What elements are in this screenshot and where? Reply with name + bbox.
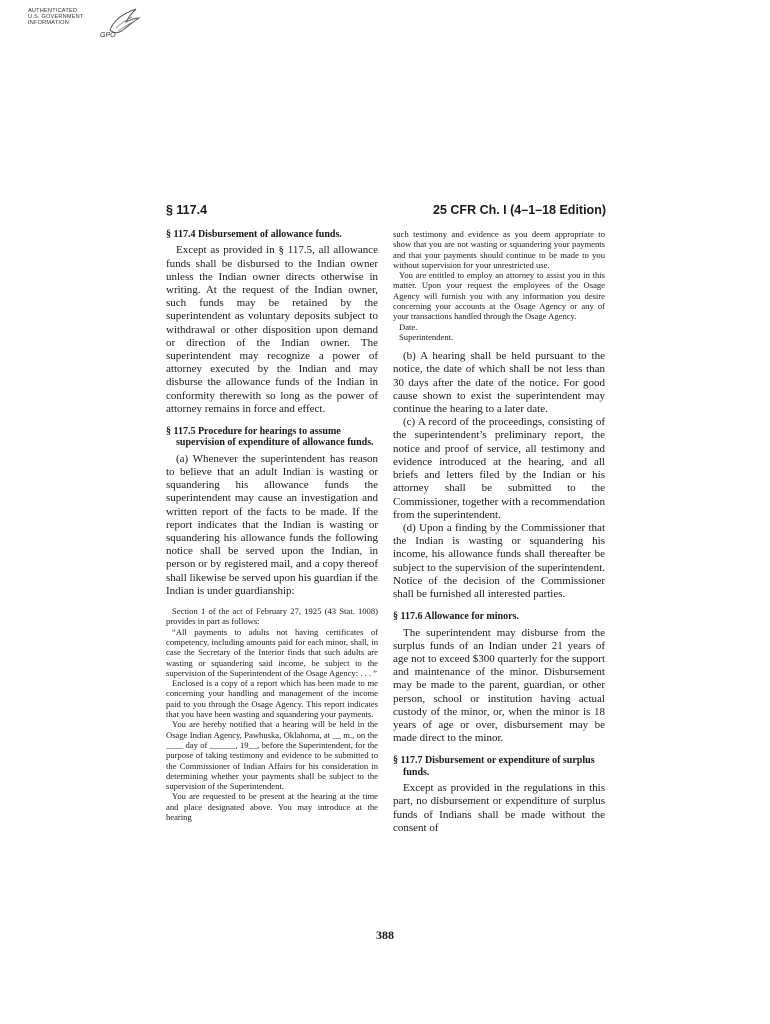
gpo-line-1: AUTHENTICATED	[28, 8, 78, 14]
paragraph-117-5-b: (b) A hearing shall be held pursuant to the notice, the date of which shall be not less than 30 days after the date of the notice. For good cause shown to exist the superintendent may continue the hearing to a later date.	[393, 350, 605, 416]
paragraph-117-7: Except as provided in the regulations in this part, no disbursement or expenditure of surplus funds of Indians shall be made without the consent of	[393, 782, 605, 834]
section-heading-117-5: § 117.5 Procedure for hearings to assume supervision of expenditure of allowance funds.	[166, 426, 374, 449]
gpo-line-2: U.S. GOVERNMENT	[28, 14, 84, 20]
gpo-line-3: INFORMATION	[28, 20, 69, 26]
paragraph-117-6: The superintendent may disburse from the surplus funds of an Indian under 21 years of age not to exceed $300 quarterly for the support and maintenance of the minor. Disbursement may be made to the parent, guardian, or other person, school or institution having actual custody of the minor, or, when the minor is 18 years of age or over, disbursement may be made direct to the minor.	[393, 626, 605, 745]
notice-paragraph-1: Section 1 of the act of February 27, 1925 (43 Stat. 1008) provides in part as follows:	[166, 606, 378, 627]
notice-paragraph-2: “All payments to adults not having certificates of competency, including amounts paid for each minor, shall, in case the Secretary of the Interior finds that such adults are wasting or squandering said income, be subject to the supervision of the Superintendent of the Osage Agency: . . . ”	[166, 626, 378, 678]
gpo-mark: GPO	[100, 32, 116, 39]
section-heading-117-6: § 117.6 Allowance for minors.	[393, 611, 519, 623]
paragraph-117-5-d: (d) Upon a finding by the Commissioner that the Indian is wasting or squandering his income, his allowance funds shall thereafter be subject to the supervision of the superintendent. Notice of the decision of the Commissioner shall be furnished all interested parties.	[393, 521, 605, 600]
gpo-logo-text	[28, 8, 84, 26]
notice-paragraph-6: such testimony and evidence as you deem appropriate to show that you are not wasting or squandering your payments and that your payments should continue to be made to you without supervision for your unrestricted use.	[393, 229, 605, 270]
running-head	[166, 203, 606, 219]
paragraph-117-4: Except as provided in § 117.5, all allowance funds shall be disbursed to the Indian owner unless the Indian owner directs otherwise in writing. At the request of the Indian owner, such funds may be retained by the superintendent as voluntary deposits subject to withdrawal or other disposition upon demand or direction of the Indian owner. The superintendent may recognize a power of attorney executed by the Indian and may disburse the allowance funds of the Indian in conformity therewith so long as the power of attorney remains in force and effect.	[166, 244, 378, 415]
gpo-authentication-logo	[28, 6, 143, 46]
notice-paragraph-3: Enclosed is a copy of a report which has been made to me concerning your handling and management of the income paid to you through the Osage Agency. This report indicates that you have been wasting and squandering your payments.	[166, 678, 378, 720]
paragraph-117-5-a: (a) Whenever the superintendent has reason to believe that an adult Indian is wasting or squandering his allowance funds the superintendent may cause an investigation and written report of the facts to be made. If the report indicates that the Indian is wasting or squandering his allowance funds the following notice shall be served upon the Indian, in person or by registered mail, and a copy thereof shall likewise be served upon his guardian if the Indian is under guardianship:	[166, 452, 379, 597]
paragraph-117-5-c: (c) A record of the proceedings, consisting of the superintendent’s preliminary report, the notice and proof of service, all testimony and evidence introduced at the hearing, and all briefs and letters filed by the Indian or his attorney shall be submitted to the Commissioner, together with a recommendation from the superintendent.	[393, 416, 605, 521]
page-number: 388	[376, 928, 394, 942]
left-column	[166, 229, 378, 822]
notice-paragraph-7: You are entitled to employ an attorney to assist you in this matter. Upon your request the employees of the Osage Agency will furnish you with any information you desire concerning your accounts at the Osage Agency or any of your transactions handled through the Osage Agency.	[393, 270, 605, 322]
notice-date-line: Date.	[399, 321, 418, 332]
notice-paragraph-4: You are hereby notified that a hearing will be held in the Osage Indian Agency, Pawhuska, Oklahoma, at __ m., on the ____ day of ______, 19__, before the Superintendent, for the purpose of taking testimony and evidence to be submitted to the Commissioner of Indian Affairs for his consideration in determining whether your payments shall be subject to the supervision of the Superintendent.	[166, 719, 378, 792]
section-heading-117-7: § 117.7 Disbursement or expenditure of surplus funds.	[393, 755, 595, 778]
running-head-section: § 117.4	[166, 203, 208, 217]
notice-paragraph-5: You are requested to be present at the hearing at the time and place designated above. You may introduce at the hearing	[166, 791, 378, 823]
right-column	[393, 229, 605, 835]
section-heading-117-4: § 117.4 Disbursement of allowance funds.	[166, 229, 342, 240]
running-head-title: 25 CFR Ch. I (4–1–18 Edition)	[433, 203, 606, 217]
notice-signature-line: Superintendent.	[399, 331, 454, 342]
